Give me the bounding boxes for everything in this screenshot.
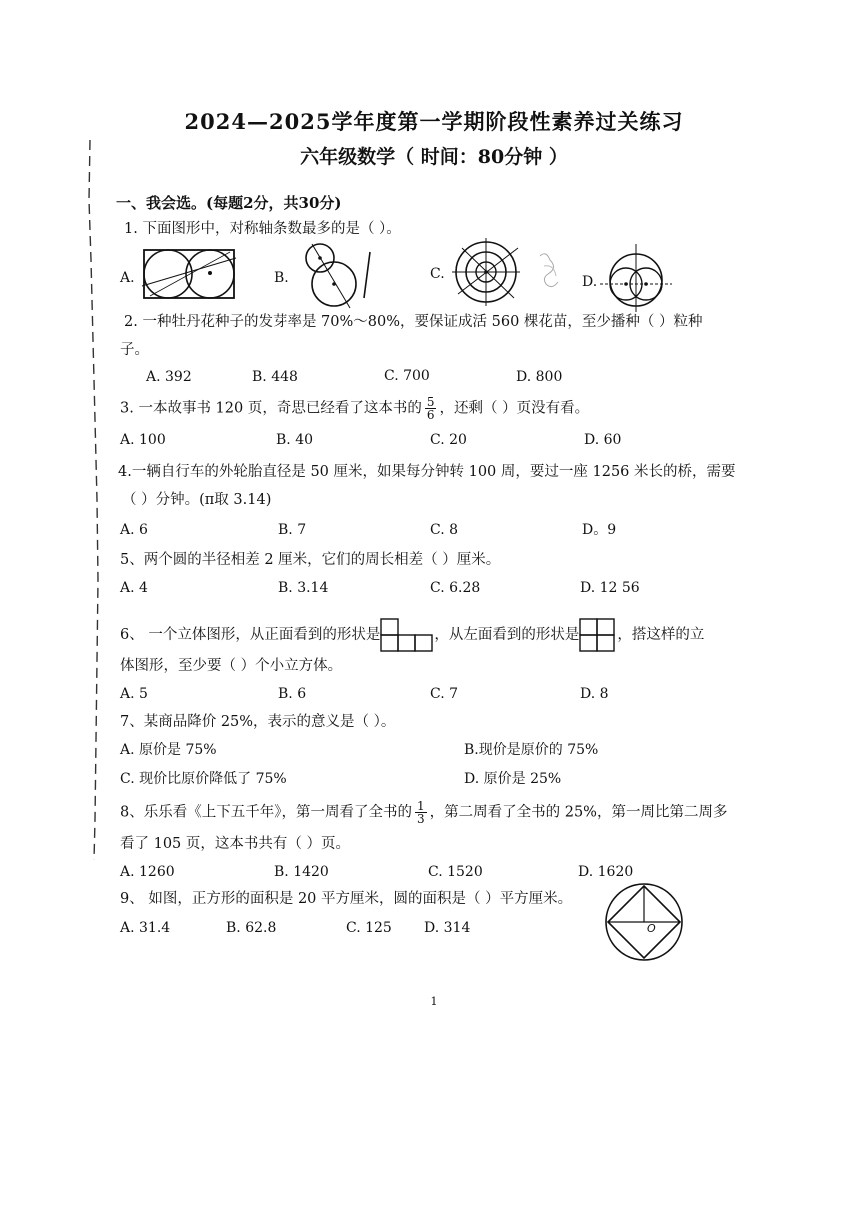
q6-option-b: B. 6: [278, 686, 307, 702]
q9-option-b: B. 62.8: [226, 920, 277, 936]
q2-option-c: C. 700: [384, 368, 430, 384]
q1-figure-d: [596, 240, 676, 312]
q8-option-a: A. 1260: [120, 864, 175, 880]
q8-option-b: B. 1420: [274, 864, 329, 880]
q6-stem: [120, 618, 704, 652]
q8-stem-b: ，第二周看了全书的 25%，第一周比第二周多: [429, 804, 728, 821]
q9-option-d: D. 314: [424, 920, 471, 936]
q6-option-a: A. 5: [120, 686, 148, 702]
q3-stem: [120, 396, 589, 421]
q2-option-d: D. 800: [516, 369, 563, 385]
q3-fraction-numerator: 5: [426, 395, 435, 409]
q6-stem-a: 6、 一个立体图形，从正面看到的形状是: [120, 627, 381, 643]
q4-option-a: A. 6: [120, 522, 148, 538]
q6-front-view-figure: [380, 618, 434, 652]
q4-option-b: B. 7: [278, 522, 307, 538]
q6-stem-line2: 体图形，至少要（ ）个小立方体。: [120, 658, 343, 674]
q9-center-label: O: [647, 922, 656, 935]
section-1-heading: 一、我会选。(每题2分，共30分): [116, 194, 342, 212]
q7-option-b: B.现价是原价的 75%: [464, 742, 599, 758]
q3-stem-b: ，还剩（ ）页没有看。: [439, 400, 590, 417]
q1-figure-c: [448, 236, 578, 308]
q5-option-b: B. 3.14: [278, 580, 329, 596]
q8-fraction-denominator: 3: [416, 812, 425, 826]
q4-stem-line1: 4.一辆自行车的外轮胎直径是 50 厘米，如果每分钟转 100 周，要过一座 1256 米长的桥，需要: [118, 464, 736, 480]
q3-option-d: D. 60: [584, 432, 622, 448]
q1-figure-a: [140, 246, 240, 304]
q7-option-a: A. 原价是 75%: [120, 742, 217, 758]
q5-stem: 5、两个圆的半径相差 2 厘米，它们的周长相差（ ）厘米。: [120, 552, 501, 568]
q4-option-d: D。9: [582, 522, 617, 538]
q1-stem: 1. 下面图形中，对称轴条数最多的是（ ）。: [124, 221, 401, 237]
q8-stem: [120, 800, 727, 825]
q2-stem-line1: 2. 一种牡丹花种子的发芽率是 70%～80%，要保证成活 560 棵花苗，至少播种（ ）粒种: [124, 314, 703, 330]
q8-stem-line2: 看了 105 页，这本书共有（ ）页。: [120, 836, 351, 852]
q8-option-c: C. 1520: [428, 864, 483, 880]
q9-circle-square-figure: [600, 882, 690, 964]
q8-fraction: [415, 800, 427, 825]
q8-option-d: D. 1620: [578, 864, 634, 880]
q6-stem-b: ，从左面看到的形状是: [434, 627, 580, 643]
q5-option-d: D. 12 56: [580, 580, 640, 596]
q3-option-c: C. 20: [430, 432, 467, 448]
q6-stem-c: ，搭这样的立: [617, 627, 705, 643]
q2-stem-line2: 子。: [120, 342, 149, 358]
q4-option-c: C. 8: [430, 522, 459, 538]
q6-option-d: D. 8: [580, 686, 609, 702]
binding-dashed-line: [85, 140, 115, 880]
q5-option-a: A. 4: [120, 580, 148, 596]
q9-option-a: A. 31.4: [120, 920, 171, 936]
q6-left-view-figure: [579, 618, 617, 652]
q7-stem: 7、某商品降价 25%，表示的意义是（ ）。: [120, 714, 396, 730]
q6-option-c: C. 7: [430, 686, 459, 702]
q8-fraction-numerator: 1: [416, 799, 425, 813]
q4-stem-line2: （ ）分钟。(π取 3.14): [122, 492, 272, 508]
q3-fraction-denominator: 6: [426, 408, 435, 422]
q1-figure-b: [290, 238, 380, 310]
q3-option-b: B. 40: [276, 432, 314, 448]
q7-option-c: C. 现价比原价降低了 75%: [120, 771, 287, 787]
q1-option-d: D.: [582, 274, 598, 290]
q3-option-a: A. 100: [120, 432, 166, 448]
q3-stem-a: 3. 一本故事书 120 页，奇思已经看了这本书的: [120, 400, 422, 417]
q2-option-b: B. 448: [252, 369, 298, 385]
q1-option-a: A.: [120, 270, 135, 286]
q2-option-a: A. 392: [146, 369, 192, 385]
q8-stem-a: 8、乐乐看《上下五千年》，第一周看了全书的: [120, 804, 412, 821]
q1-option-b: B.: [274, 270, 289, 286]
q9-stem: 9、 如图，正方形的面积是 20 平方厘米，圆的面积是（ ）平方厘米。: [120, 891, 573, 907]
q7-option-d: D. 原价是 25%: [464, 771, 562, 787]
page-number: 1: [430, 995, 438, 1008]
q5-option-c: C. 6.28: [430, 580, 481, 596]
q9-option-c: C. 125: [346, 920, 392, 936]
q3-fraction: [425, 396, 437, 421]
exam-subtitle: 六年级数学（ 时间：80分钟 ）: [300, 146, 568, 168]
exam-title: 2024—2025学年度第一学期阶段性素养过关练习: [184, 109, 684, 134]
q1-option-c: C.: [430, 266, 445, 282]
